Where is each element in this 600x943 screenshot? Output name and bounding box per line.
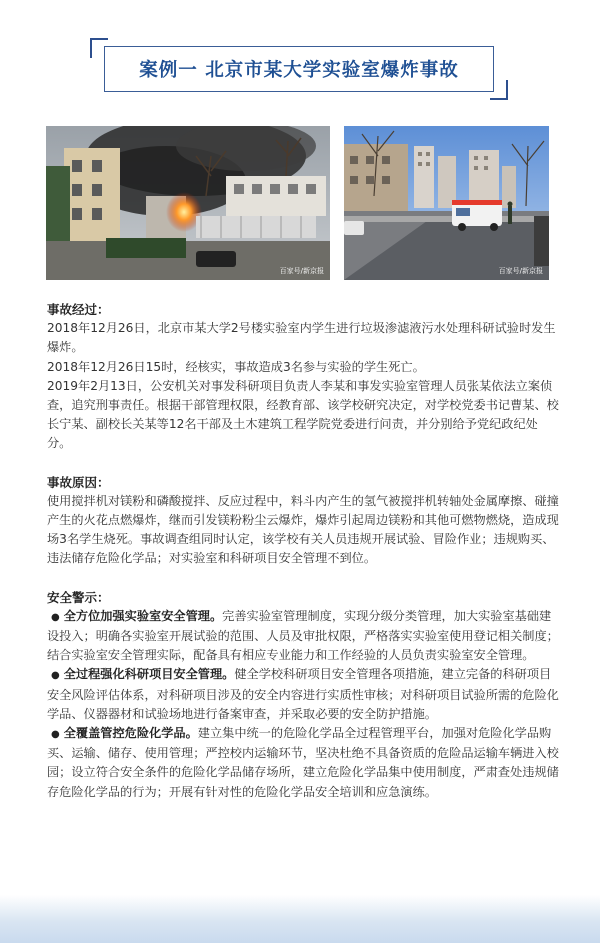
title-box [104, 46, 494, 92]
title-frame [90, 38, 508, 100]
photo-credit: 百家号/新京报 [279, 267, 324, 275]
photo-fire [46, 126, 330, 280]
section-heading-cause: 事故原因： [47, 474, 110, 490]
article-body [47, 300, 561, 802]
warning-item [47, 724, 561, 802]
section-heading-process: 事故经过： [47, 302, 110, 317]
warning-item-lead: 全方位加强实验室安全管理。 [63, 608, 223, 623]
warning-item-text: 建立集中统一的危险化学品全过程管理平台，加强对危险化学品购买、运输、储存、使用管理；严控校内运输环节，坚决杜绝不具备资质的危险品运输车辆进入校园；设立符合安全条件的危险化学品储存场所，建立危险化学品集中使用制度，严肃查处违规储存危险化学品的行为；开展有针对性的危险化学品安全培训和应急演练。 [47, 726, 559, 799]
photo-ambulance [344, 126, 549, 280]
spacer [47, 569, 561, 588]
paragraph: 2019年2月13日，公安机关对事发科研项目负责人李某和事发实验室管理人员张某依法立案侦查，追究刑事责任。根据干部管理权限，经教育部、该学校研究决定，对学校党委书记曹某、校长宁某、副校长关某等12名干部及土木建筑工程学院党委进行问责，并分别给予党纪政纪处分。 [47, 378, 559, 451]
section-heading-warning: 安全警示： [47, 589, 110, 605]
paragraph: 2018年12月26日，北京市某大学2号楼实验室内学生进行垃圾渗滤液污水处理科研试验时发生爆炸。 [47, 321, 556, 355]
page-title: 案例一 北京市某大学实验室爆炸事故 [139, 60, 459, 81]
photo-ambulance-image [344, 126, 549, 280]
photo-fire-image [46, 126, 330, 280]
spacer [47, 454, 561, 473]
warning-item-text: 健全学校科研项目安全管理各项措施，建立完备的科研项目安全风险评估体系，对科研项目涉及的安全内容进行实质性审核；对科研项目试验所需的危险化学品、仪器器材和试验场地进行备案审查，并采取必要的安全防护措施。 [47, 667, 559, 721]
paragraph: 2018年12月26日15时，经核实，事故造成3名参与实验的学生死亡。 [47, 359, 425, 374]
bullet-dot-icon: ● [51, 729, 60, 741]
bullet-dot-icon: ● [51, 611, 60, 623]
warning-item-text: 完善实验室管理制度，实现分级分类管理，加大实验室基础建设投入；明确各实验室开展试验的范围、人员及审批权限，严格落实实验室使用登记相关制度；结合实验室安全管理实际，配备具有相应专业能力和工作经验的人员负责实验室安全管理。 [47, 608, 559, 663]
bottom-decoration [0, 895, 600, 943]
bullet-dot-icon: ● [51, 670, 60, 682]
warning-item [47, 607, 561, 666]
warning-item [47, 665, 561, 724]
warning-item-lead: 全覆盖管控危险化学品。 [63, 726, 198, 741]
photo-credit: 百家号/新京报 [498, 267, 543, 275]
warning-item-lead: 全过程强化科研项目安全管理。 [63, 667, 235, 682]
paragraph: 使用搅拌机对镁粉和磷酸搅拌、反应过程中，料斗内产生的氢气被搅拌机转轴处金属摩擦、碰撞产生的火花点燃爆炸，继而引发镁粉粉尘云爆炸，爆炸引起周边镁粉和其他可燃物燃烧，造成现场3名学生烧死。事故调查组同时认定，该学校有关人员违规开展试验、冒险作业；违规购买、违法储存危险化学品；对实验室和科研项目安全管理不到位。 [47, 493, 559, 566]
